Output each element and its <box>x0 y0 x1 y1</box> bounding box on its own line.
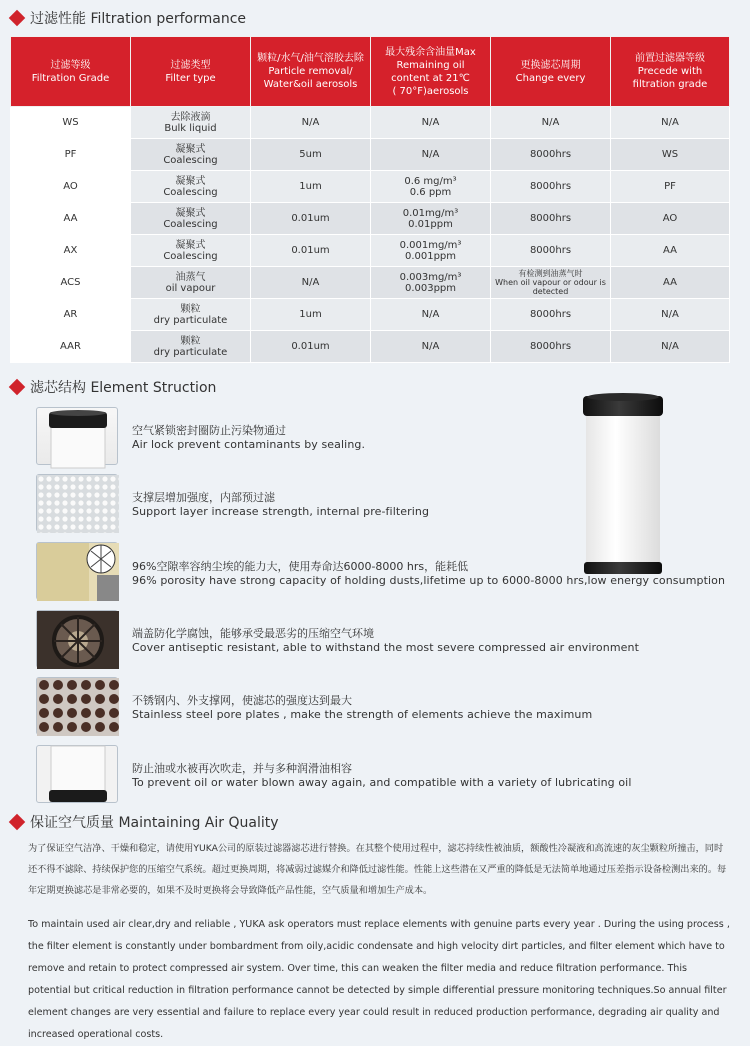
header-change: 更换滤芯周期 Change every <box>491 37 611 107</box>
cell-oil: N/A <box>371 107 491 139</box>
table-row <box>11 331 730 363</box>
cell-type: 颗粒 dry particulate <box>131 331 251 363</box>
cell-precede: AA <box>611 235 730 267</box>
cell-type: 去除液滴 Bulk liquid <box>131 107 251 139</box>
table-row <box>11 299 730 331</box>
header-type: 过滤类型 Filter type <box>131 37 251 107</box>
cell-precede: AO <box>611 203 730 235</box>
filter-cartridge-image <box>580 392 666 578</box>
cell-type: 油蒸气 oil vapour <box>131 267 251 299</box>
cell-type: 凝聚式 Coalescing <box>131 171 251 203</box>
filtration-section-title <box>10 8 246 28</box>
cell-grade: WS <box>11 107 131 139</box>
table-header-row <box>11 37 730 107</box>
cell-type: 凝聚式 Coalescing <box>131 203 251 235</box>
feature-en: 96% porosity have strong capacity of holding dusts,lifetime up to 6000-8000 hrs,low energy consumption <box>132 574 726 587</box>
table-row <box>11 203 730 235</box>
cell-change: 8000hrs <box>491 203 611 235</box>
cell-oil: 0.01mg/m³ 0.01ppm <box>371 203 491 235</box>
cell-type: 凝聚式 Coalescing <box>131 235 251 267</box>
end-cap-image <box>36 610 118 668</box>
cell-precede: WS <box>611 139 730 171</box>
feature-cover <box>132 627 639 655</box>
diamond-bullet-icon <box>10 380 24 394</box>
cell-change: 8000hrs <box>491 235 611 267</box>
cell-precede: N/A <box>611 299 730 331</box>
header-oil: 最大残余含油量Max Remaining oil content at 21℃ ( 70°F)aerosols <box>371 37 491 107</box>
seal-ring-image <box>36 407 118 465</box>
porosity-image <box>36 542 118 600</box>
bottom-cap-image <box>36 745 118 803</box>
quality-section-title <box>10 812 279 832</box>
feature-zh: 空气紧锁密封圈防止污染物通过 <box>132 424 286 437</box>
feature-en: Support layer increase strength, internal pre-filtering <box>132 505 430 518</box>
header-precede: 前置过滤器等级 Precede with filtration grade <box>611 37 730 107</box>
table-row <box>11 107 730 139</box>
feature-zh: 端盖防化学腐蚀，能够承受最恶劣的压缩空气环境 <box>132 627 374 640</box>
cell-grade: AX <box>11 235 131 267</box>
feature-steel <box>132 694 592 722</box>
cell-grade: AAR <box>11 331 131 363</box>
cell-removal: 0.01um <box>251 203 371 235</box>
cell-change: N/A <box>491 107 611 139</box>
table-row <box>11 267 730 299</box>
feature-seal <box>132 424 365 452</box>
cell-change: 8000hrs <box>491 139 611 171</box>
cell-removal: 1um <box>251 299 371 331</box>
cell-precede: N/A <box>611 331 730 363</box>
cell-oil: N/A <box>371 139 491 171</box>
cell-oil: N/A <box>371 331 491 363</box>
cell-change: 8000hrs <box>491 171 611 203</box>
feature-zh: 96%空隙率容纳尘埃的能力大，使用寿命达6000-8000 hrs，能耗低 <box>132 560 469 573</box>
cell-oil: 0.001mg/m³ 0.001ppm <box>371 235 491 267</box>
table-row <box>11 139 730 171</box>
feature-zh: 防止油或水被再次吹走，并与多种润滑油相容 <box>132 762 352 775</box>
cell-precede: PF <box>611 171 730 203</box>
feature-en: Air lock prevent contaminants by sealing. <box>132 438 366 451</box>
cell-type: 颗粒 dry particulate <box>131 299 251 331</box>
cell-precede: N/A <box>611 107 730 139</box>
filtration-table <box>10 36 730 363</box>
feature-zh: 不锈钢内、外支撑网，使滤芯的强度达到最大 <box>132 694 352 707</box>
cell-oil: N/A <box>371 299 491 331</box>
cell-precede: AA <box>611 267 730 299</box>
quality-title-text: 保证空气质量 Maintaining Air Quality <box>30 815 279 831</box>
diamond-bullet-icon <box>10 11 24 25</box>
cell-removal: N/A <box>251 267 371 299</box>
cell-grade: AR <box>11 299 131 331</box>
cell-change: 8000hrs <box>491 299 611 331</box>
cell-grade: AA <box>11 203 131 235</box>
feature-en: Stainless steel pore plates , make the strength of elements achieve the maximum <box>132 708 593 721</box>
feature-en: To prevent oil or water blown away again, and compatible with a variety of lubricating oil <box>132 776 632 789</box>
support-layer-image <box>36 474 118 532</box>
cell-removal: N/A <box>251 107 371 139</box>
feature-en: Cover antiseptic resistant, able to withstand the most severe compressed air environment <box>132 641 639 654</box>
steel-plate-image <box>36 677 118 735</box>
cell-type: 凝聚式 Coalescing <box>131 139 251 171</box>
quality-paragraph-zh: 为了保证空气洁净、干燥和稳定，请使用YUKA公司的原装过滤器滤芯进行替换。在其整个使用过程中，滤芯持续性被油质，额酸性冷凝液和高流速的灰尘颗粒所撞击，同时还不得不滤除、持续保护您的压缩空气系统。超过更换周期，将减弱过滤媒介和降低过滤性能。性能上这些潜在又严重的降低是无法简单地通过压差指示设备检测出来的。每年定期更换滤芯是非常必要的，如果不及时更换将会导致降低产品性能，空气质量和增加生产成本。 <box>28 843 727 896</box>
element-title-text: 滤芯结构 Element Struction <box>30 380 217 396</box>
header-grade: 过滤等级 Filtration Grade <box>11 37 131 107</box>
element-section-title <box>10 377 216 397</box>
cell-removal: 5um <box>251 139 371 171</box>
feature-zh: 支撑层增加强度，内部预过滤 <box>132 491 275 504</box>
cell-oil: 0.6 mg/m³ 0.6 ppm <box>371 171 491 203</box>
feature-support <box>132 491 429 519</box>
quality-paragraph-en: To maintain used air clear,dry and reliable , YUKA ask operators must replace elements with genuine parts every year . During the using process , the filter element is constantly under bombardment from oily,acidic condensate and high velocity dirt particles, and filter element which have to remove and retain to protect compressed air system. Over time, this can weaken the filter media and reduce filtration performance. This potential but critical reduction in filtration performance cannot be detected by simple differential pressure monitoring techniques.So annual filter element changes are very essential and failure to replace every year could result in reduced production performance, degrading air quality and increased operational costs. <box>28 919 730 1040</box>
table-row <box>11 171 730 203</box>
cell-grade: AO <box>11 171 131 203</box>
cell-oil: 0.003mg/m³ 0.003ppm <box>371 267 491 299</box>
cell-change: 有检测到油蒸气时 When oil vapour or odour is detected <box>491 267 611 299</box>
feature-oil <box>132 762 632 790</box>
cell-grade: PF <box>11 139 131 171</box>
cell-removal: 0.01um <box>251 331 371 363</box>
diamond-bullet-icon <box>10 815 24 829</box>
cell-removal: 1um <box>251 171 371 203</box>
header-removal: 颗粒/水气/油气溶胶去除 Particle removal/ Water&oil aerosols <box>251 37 371 107</box>
cell-change: 8000hrs <box>491 331 611 363</box>
table-row <box>11 235 730 267</box>
filtration-title-text: 过滤性能 Filtration performance <box>30 11 247 27</box>
cell-removal: 0.01um <box>251 235 371 267</box>
cell-grade: ACS <box>11 267 131 299</box>
